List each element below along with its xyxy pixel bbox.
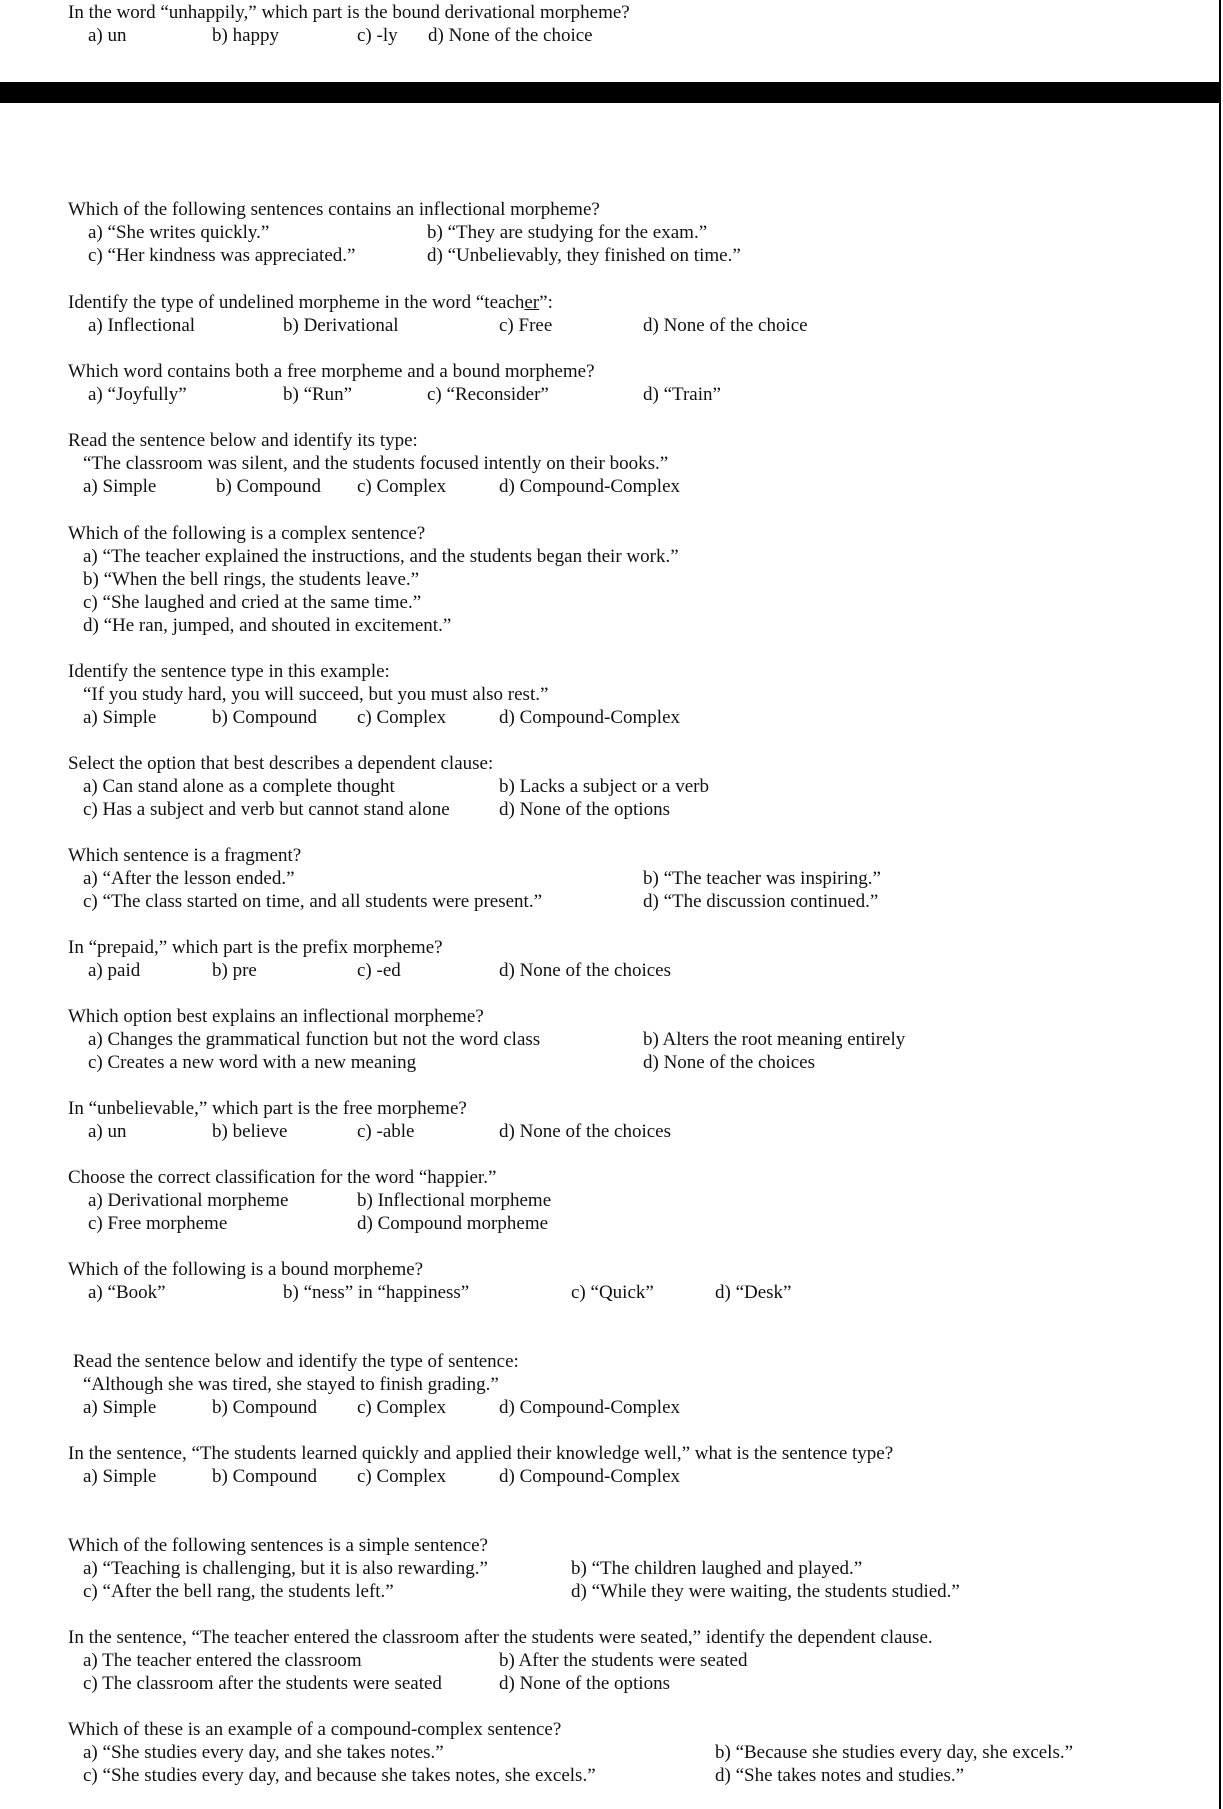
question-stem: Which of the following sentences contains an inflectional morpheme? [68, 199, 600, 220]
option-d: d) None of the choices [643, 1052, 815, 1073]
option-b: b) happy [212, 25, 280, 46]
option-d: d) Compound-Complex [499, 707, 681, 728]
option-c: c) Complex [357, 1397, 447, 1418]
option-c: c) “Her kindness was appreciated.” [88, 245, 356, 266]
option-b: b) “Run” [283, 384, 353, 405]
question-stem: Which sentence is a fragment? [68, 845, 302, 866]
option-a: a) The teacher entered the classroom [83, 1650, 362, 1671]
option-b: b) pre [212, 960, 257, 981]
option-b: b) “The teacher was inspiring.” [643, 868, 881, 889]
stem-text-end: ”: [539, 292, 553, 313]
question-stem: Choose the correct classification for the word “happier.” [68, 1167, 497, 1188]
option-b: b) Lacks a subject or a verb [499, 776, 709, 797]
option-a: a) “Teaching is challenging, but it is also rewarding.” [83, 1558, 488, 1579]
option-c: c) “Quick” [571, 1282, 654, 1303]
option-d: d) “While they were waiting, the students studied.” [571, 1581, 960, 1602]
option-d: d) “He ran, jumped, and shouted in excitement.” [83, 615, 452, 636]
option-a: a) Simple [83, 476, 157, 497]
option-c: c) The classroom after the students were seated [83, 1673, 442, 1694]
question-stem: In the sentence, “The students learned quickly and applied their knowledge well,” what is the sentence type? [68, 1443, 894, 1464]
option-b: b) Compound [216, 476, 322, 497]
option-a: a) Derivational morpheme [88, 1190, 289, 1211]
underlined-morpheme: er [524, 292, 540, 313]
quoted-sentence: “If you study hard, you will succeed, but you must also rest.” [83, 684, 549, 705]
option-c: c) “She laughed and cried at the same time.” [83, 592, 422, 613]
option-a: a) Simple [83, 707, 157, 728]
option-b: b) “The children laughed and played.” [571, 1558, 863, 1579]
question-stem: Which option best explains an inflectional morpheme? [68, 1006, 484, 1027]
option-a: a) Simple [83, 1466, 157, 1487]
option-b: b) “ness” in “happiness” [283, 1282, 470, 1303]
option-b: b) Inflectional morpheme [357, 1190, 552, 1211]
question-stem: Which of the following sentences is a simple sentence? [68, 1535, 488, 1556]
option-d: d) None of the choice [428, 25, 593, 46]
option-b: b) Compound [212, 707, 318, 728]
option-b: b) “Because she studies every day, she excels.” [715, 1742, 1074, 1763]
option-a: a) “After the lesson ended.” [83, 868, 295, 889]
question-stem: Which of the following is a complex sentence? [68, 523, 426, 544]
option-a: a) “Book” [88, 1282, 166, 1303]
question-stem: Which of these is an example of a compound-complex sentence? [68, 1719, 562, 1740]
option-c: c) -ly [357, 25, 398, 46]
question-stem: In the word “unhappily,” which part is the bound derivational morpheme? [68, 2, 630, 23]
option-c: c) -ed [357, 960, 401, 981]
option-b: b) Compound [212, 1466, 318, 1487]
option-c: c) Has a subject and verb but cannot stand alone [83, 799, 450, 820]
question-stem: In “prepaid,” which part is the prefix morpheme? [68, 937, 443, 958]
option-d: d) “Desk” [715, 1282, 792, 1303]
option-c: c) “She studies every day, and because she takes notes, she excels.” [83, 1765, 596, 1786]
option-d: d) “Train” [643, 384, 721, 405]
option-d: d) “She takes notes and studies.” [715, 1765, 965, 1786]
option-a: a) un [88, 25, 127, 46]
question-stem: Which of the following is a bound morpheme? [68, 1259, 424, 1280]
option-b: b) “They are studying for the exam.” [427, 222, 708, 243]
option-b: b) After the students were seated [499, 1650, 748, 1671]
page-break-band [0, 82, 1220, 103]
option-c: c) “Reconsider” [427, 384, 549, 405]
option-a: a) un [88, 1121, 127, 1142]
option-d: d) Compound-Complex [499, 476, 681, 497]
option-b: b) believe [212, 1121, 288, 1142]
quoted-sentence: “The classroom was silent, and the students focused intently on their books.” [83, 453, 669, 474]
question-stem: In “unbelievable,” which part is the free morpheme? [68, 1098, 467, 1119]
option-b: b) Derivational [283, 315, 399, 336]
option-a: a) paid [88, 960, 141, 981]
option-a: a) Simple [83, 1397, 157, 1418]
option-b: b) Alters the root meaning entirely [643, 1029, 906, 1050]
question-stem [68, 291, 553, 314]
option-a: a) “She writes quickly.” [88, 222, 270, 243]
option-c: c) -able [357, 1121, 415, 1142]
option-a: a) “Joyfully” [88, 384, 187, 405]
option-d: d) Compound morpheme [357, 1213, 549, 1234]
option-c: c) Complex [357, 1466, 447, 1487]
option-c: c) Creates a new word with a new meaning [88, 1052, 417, 1073]
page-edge-line [1219, 0, 1221, 1809]
option-a: a) “She studies every day, and she takes notes.” [83, 1742, 444, 1763]
question-stem: In the sentence, “The teacher entered the classroom after the students were seated,” identify the dependent clause. [68, 1627, 933, 1648]
option-a: a) Inflectional [88, 315, 196, 336]
option-c: c) Complex [357, 707, 447, 728]
option-d: d) None of the options [499, 1673, 670, 1694]
stem-text: Identify the type of undelined morpheme in the word “teach [68, 292, 525, 313]
option-d: d) Compound-Complex [499, 1466, 681, 1487]
option-d: d) “Unbelievably, they finished on time.” [427, 245, 741, 266]
option-b: b) “When the bell rings, the students leave.” [83, 569, 420, 590]
option-c: c) Free [499, 315, 553, 336]
option-d: d) None of the choice [643, 315, 808, 336]
option-d: d) None of the options [499, 799, 670, 820]
option-d: d) Compound-Complex [499, 1397, 681, 1418]
question-stem: Identify the sentence type in this example: [68, 661, 390, 682]
question-stem: Read the sentence below and identify the type of sentence: [73, 1351, 519, 1372]
option-d: d) “The discussion continued.” [643, 891, 879, 912]
option-a: a) “The teacher explained the instructions, and the students began their work.” [83, 546, 679, 567]
question-stem: Select the option that best describes a dependent clause: [68, 753, 494, 774]
option-c: c) Complex [357, 476, 447, 497]
option-d: d) None of the choices [499, 960, 671, 981]
option-c: c) Free morpheme [88, 1213, 228, 1234]
option-c: c) “After the bell rang, the students left.” [83, 1581, 394, 1602]
option-b: b) Compound [212, 1397, 318, 1418]
question-stem: Which word contains both a free morpheme and a bound morpheme? [68, 361, 595, 382]
quoted-sentence: “Although she was tired, she stayed to finish grading.” [83, 1374, 499, 1395]
option-c: c) “The class started on time, and all students were present.” [83, 891, 542, 912]
question-stem: Read the sentence below and identify its type: [68, 430, 418, 451]
option-a: a) Can stand alone as a complete thought [83, 776, 395, 797]
option-d: d) None of the choices [499, 1121, 671, 1142]
option-a: a) Changes the grammatical function but not the word class [88, 1029, 541, 1050]
